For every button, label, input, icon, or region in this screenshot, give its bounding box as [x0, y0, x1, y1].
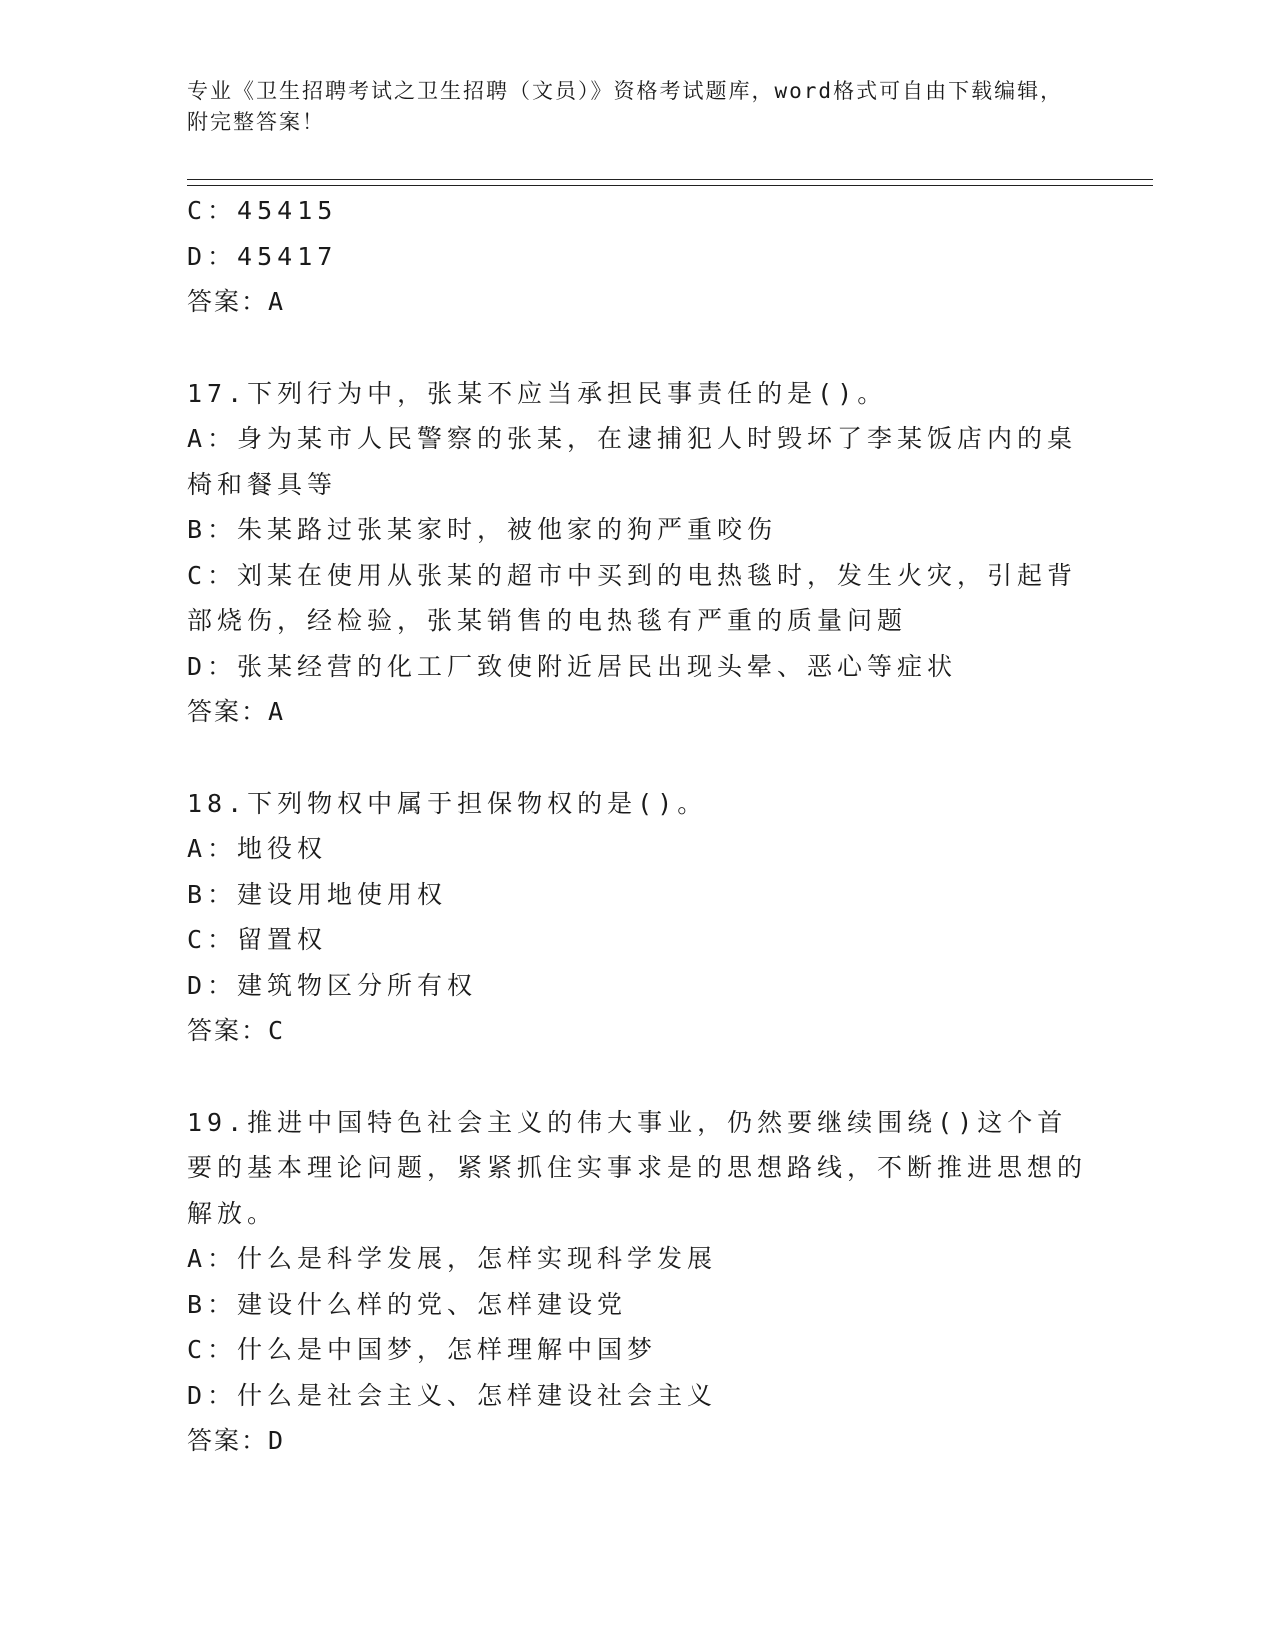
question-stem: 18.下列物权中属于担保物权的是()。	[187, 788, 708, 818]
question-list	[187, 188, 1087, 1464]
answer-value: D	[268, 1426, 286, 1455]
answer-line	[187, 689, 1087, 735]
answer-line	[187, 1418, 1087, 1464]
answer-line	[187, 279, 1087, 325]
question-18	[187, 781, 1087, 1054]
option-d: D：什么是社会主义、怎样建设社会主义	[187, 1380, 718, 1410]
option-d: D：建筑物区分所有权	[187, 970, 478, 1000]
option-d: D：45417	[187, 241, 338, 271]
answer-label: 答案：	[187, 1426, 269, 1455]
previous-question-tail	[187, 188, 1087, 325]
question-stem: 19.推进中国特色社会主义的伟大事业，仍然要继续围绕()这个首要的基本理论问题，紧紧抓住实事求是的思想路线，不断推进思想的解放。	[187, 1107, 1088, 1228]
answer-label: 答案：	[187, 1016, 269, 1045]
answer-value: C	[268, 1016, 286, 1045]
answer-line	[187, 1008, 1087, 1054]
option-c: C：刘某在使用从张某的超市中买到的电热毯时，发生火灾，引起背部烧伤，经检验，张某销售的电热毯有严重的质量问题	[187, 560, 1078, 635]
spacer	[187, 735, 1087, 781]
answer-value: A	[268, 697, 286, 726]
option-c: C：什么是中国梦，怎样理解中国梦	[187, 1335, 658, 1364]
question-19	[187, 1100, 1087, 1464]
spacer	[187, 325, 1087, 371]
option-c: C：45415	[187, 196, 338, 225]
option-a: A：地役权	[187, 834, 328, 863]
option-a: A：什么是科学发展，怎样实现科学发展	[187, 1244, 718, 1273]
page-header: 专业《卫生招聘考试之卫生招聘（文员）》资格考试题库，word格式可自由下载编辑，附完整答案！	[187, 79, 1064, 134]
option-b: B：建设用地使用权	[187, 879, 448, 909]
answer-label: 答案：	[187, 287, 269, 316]
option-c: C：留置权	[187, 925, 328, 954]
question-17	[187, 371, 1087, 735]
option-a: A：身为某市人民警察的张某，在逮捕犯人时毁坏了李某饭店内的桌椅和餐具等	[187, 424, 1078, 499]
option-b: B：建设什么样的党、怎样建设党	[187, 1289, 628, 1319]
option-b: B：朱某路过张某家时，被他家的狗严重咬伤	[187, 515, 778, 544]
answer-value: A	[268, 287, 286, 316]
option-d: D：张某经营的化工厂致使附近居民出现头晕、恶心等症状	[187, 651, 958, 681]
answer-label: 答案：	[187, 697, 269, 726]
header-divider	[187, 179, 1153, 186]
spacer	[187, 1054, 1087, 1100]
question-stem: 17.下列行为中，张某不应当承担民事责任的是()。	[187, 378, 888, 408]
